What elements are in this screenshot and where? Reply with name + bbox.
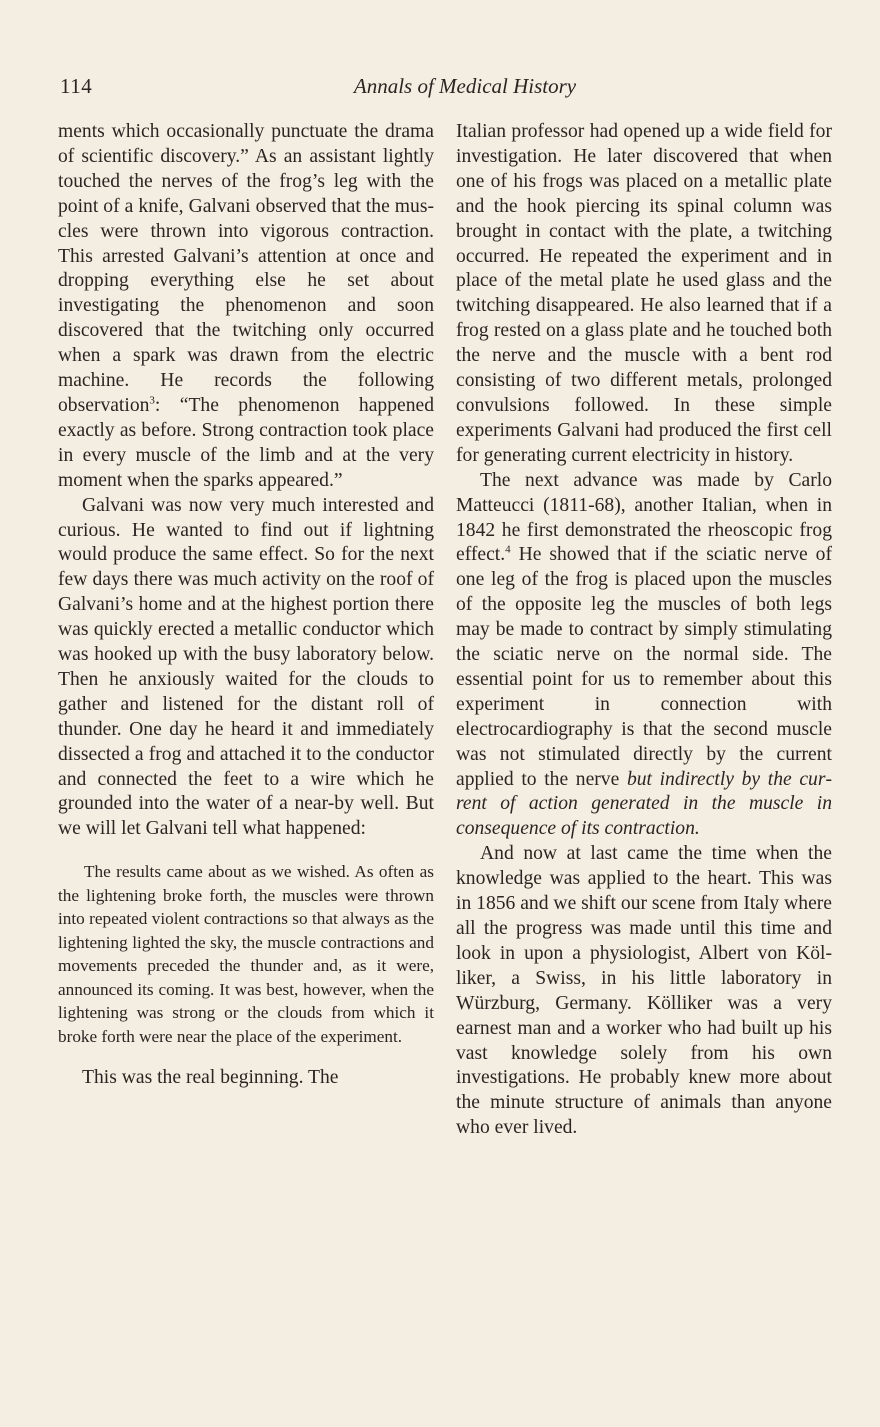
footnote-ref-3: 3 <box>149 394 155 407</box>
journal-title: Annals of Medical History <box>353 74 577 98</box>
right-column <box>456 120 832 1141</box>
left-paragraph-1-text-b: : “The phenomenon happened exactly as before. Strong contraction took place in every muscle of the limb and at the very moment when the sparks appeared.” <box>58 394 434 491</box>
left-paragraph-3: This was the real beginning. The <box>82 1067 339 1089</box>
running-head <box>60 74 830 106</box>
right-paragraph-2-italic: but indirectly by the current of action generated in the muscle in consequence of its contraction. <box>456 768 832 840</box>
block-quote: The results came about as we wished. As often as the lightening broke forth, the muscles were thrown into repeated violent contractions so that always as the lightening lighted the sky, the muscle contractions and movements preceded the thunder and, as it were, announced its coming. It was best, however, when the lightening was strong or the clouds from which it broke forth were near the place of the experiment. <box>58 862 434 1046</box>
right-paragraph-1: Italian professor had opened up a wide field for investigation. He later discovered that when one of his frogs was placed on a metallic plate and the hook piercing its spinal column was brought in contact with the plate, a twitching occurred. He repeated the experiment and in place of the metal plate he used glass and the twitching disappeared. He also learned that if a frog rested on a glass plate and he touched both the nerve and the muscle with a bent rod consisting of two different metals, prolonged convulsions followed. In these simple experiments Galvani had produced the first cell for generating current electricity in history. <box>456 121 832 466</box>
page-number: 114 <box>60 74 93 98</box>
left-paragraph-2: Galvani was now very much interested and curious. He wanted to find out if lightning would produce the same effect. So for the next few days there was much activity on the roof of Galvani’s home and at the highest portion there was quickly erected a metallic conductor which was hooked up with the busy laboratory below. Then he anxiously waited for the clouds to gather and listened for the distant roll of thunder. One day he heard it and immediately dissected a frog and attached it to the conductor and connected the feet to a wire which he grounded into the water of a near-by well. But we will let Galvani tell what happened: <box>58 494 434 840</box>
right-paragraph-2 <box>456 469 832 843</box>
right-paragraph-2-text-b: He showed that if the sciatic nerve of one leg of the frog is placed upon the muscles of the opposite leg the muscles of both legs may be made to contract by simply stimulating the sciatic nerve on the normal side. The essential point for us to remember about this experiment in connection with electrocardiography is that the second muscle was not stimulated directly by the current applied to the nerve <box>456 544 832 790</box>
footnote-ref-4: 4 <box>505 543 511 556</box>
left-paragraph-1-text-a: ments which occasionally punctuate the drama of scientific discovery.” As an assistant lightly touched the nerves of the frog’s leg with the point of a knife, Galvani observed that the muscles were thrown into vigorous contraction. This arrested Galvani’s attention at once and dropping everything else he set about investigating the phenomenon and soon discovered that the twitching only occurred when a spark was drawn from the electric machine. He records the following observation <box>58 121 434 416</box>
right-paragraph-3: And now at last came the time when the knowledge was applied to the heart. This was in 1856 and we shift our scene from Italy where all the progress was made until this time and look in upon a physiologist, Albert von Kölliker, a Swiss, in his little laboratory in Würzburg, Germany. Kölliker was a very earnest man and a worker who had built up his vast knowledge solely from his own investigations. He probably knew more about the minute structure of animals than anyone who ever lived. <box>456 843 832 1139</box>
left-paragraph-1 <box>58 120 434 494</box>
right-paragraph-2-text-a: The next advance was made by Carlo Matteucci (1811-68), another Italian, when in 1842 he first demonstrated the rheoscopic frog effect. <box>456 469 832 566</box>
left-column <box>58 120 434 1091</box>
